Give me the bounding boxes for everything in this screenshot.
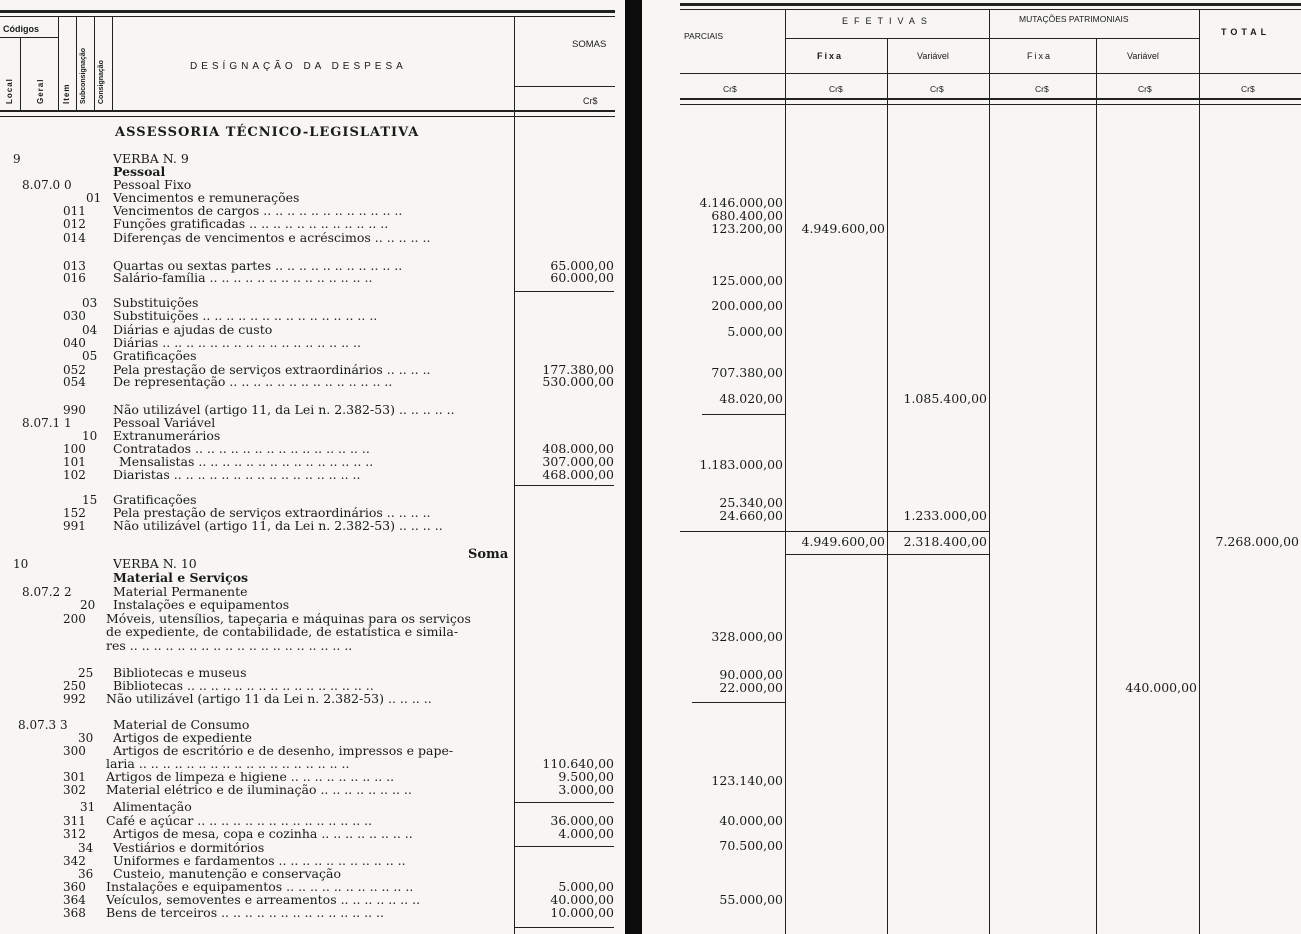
amount-parciais: 25.340,00 [719, 495, 783, 510]
row-description: Substituições [113, 297, 199, 310]
header-rule [0, 37, 58, 38]
col-consignacao-label: Consignação [98, 60, 105, 104]
top-rule [0, 10, 615, 13]
col-item-label: Item [62, 83, 71, 104]
row-description: Custeio, manutenção e conservação [113, 868, 341, 881]
row-code: 368 [63, 906, 86, 920]
row-soma: 60.000,00 [550, 270, 614, 285]
row-description: Não utilizável (artigo 11, da Lei n. 2.382-53) .. .. .. .. .. [113, 404, 455, 417]
amount-parciais: 125.000,00 [711, 273, 783, 288]
header-bottom-rule [0, 110, 615, 112]
codigos-label: Códigos [3, 24, 39, 34]
top-rule-thin [680, 9, 1301, 10]
row-description: Material de Consumo [113, 719, 250, 732]
subtotal-rule [514, 846, 614, 847]
subtotal-rule [680, 531, 786, 532]
amount-ef-var: 1.085.400,00 [903, 391, 987, 406]
subtotal-rule [692, 702, 786, 703]
row-code: 8.07.1 1 [22, 416, 72, 430]
amount-parciais: 5.000,00 [727, 324, 783, 339]
amount-ef-var: 2.318.400,00 [903, 534, 987, 549]
header-rule [680, 73, 1301, 74]
row-description: res .. .. .. .. .. .. .. .. .. .. .. .. .. .. .. .. .. .. .. [106, 640, 353, 653]
row-code: 01 [86, 191, 102, 205]
row-code: 991 [63, 519, 86, 533]
row-code: 102 [63, 468, 86, 482]
row-soma: 307.000,00 [542, 454, 614, 469]
row-code: 014 [63, 231, 86, 245]
amount-parciais: 707.380,00 [711, 365, 783, 380]
mutacoes-variavel-header: Variável [1127, 51, 1159, 61]
row-description: Diaristas .. .. .. .. .. .. .. .. .. .. .. .. .. .. .. .. [113, 469, 361, 482]
row-code: 250 [63, 679, 86, 693]
row-description: Salário-família .. .. .. .. .. .. .. .. .. .. .. .. .. .. [113, 272, 373, 285]
currency-label: Cr$ [1138, 84, 1152, 94]
col-divider [94, 16, 95, 110]
mutacoes-header: MUTAÇÕES PATRIMONIAIS [1019, 14, 1129, 24]
row-soma: 5.000,00 [558, 879, 614, 894]
amount-ef-fixa: 4.949.600,00 [801, 534, 885, 549]
row-description: Diferenças de vencimentos e acréscimos .. .. .. .. .. [113, 232, 431, 245]
row-code: 016 [63, 271, 86, 285]
row-code: 100 [63, 442, 86, 456]
row-soma: 530.000,00 [542, 374, 614, 389]
amount-ef-var: 1.233.000,00 [903, 508, 987, 523]
row-code: 34 [78, 841, 94, 855]
designacao-header: DESÍGNAÇÃO DA DESPESA [190, 61, 407, 72]
amount-parciais: 680.400,00 [711, 208, 783, 223]
row-description: Alimentação [113, 801, 192, 814]
row-code: 302 [63, 783, 86, 797]
row-code: 101 [63, 455, 86, 469]
currency-label: Cr$ [723, 84, 737, 94]
row-soma: 177.380,00 [542, 362, 614, 377]
somas-divider [514, 16, 515, 934]
row-code: 300 [63, 744, 86, 758]
mutacoes-fixa-header: Fixa [1027, 51, 1053, 61]
amount-ef-fixa: 4.949.600,00 [801, 221, 885, 236]
col-geral-label: Geral [36, 78, 45, 104]
amount-parciais: 1.183.000,00 [699, 457, 783, 472]
subtotal-rule [702, 414, 786, 415]
row-description: Bibliotecas .. .. .. .. .. .. .. .. .. .. .. .. .. .. .. .. [113, 680, 374, 693]
row-code: 03 [82, 296, 98, 310]
row-code: 360 [63, 880, 86, 894]
top-rule-thin [0, 16, 615, 17]
header-bottom-rule [680, 98, 1301, 100]
col-divider [58, 16, 59, 110]
row-description: Substituições .. .. .. .. .. .. .. .. .. .. .. .. .. .. .. [113, 310, 378, 323]
total-header: TOTAL [1221, 27, 1271, 37]
subtotal-rule [785, 554, 989, 555]
row-soma: 408.000,00 [542, 441, 614, 456]
row-description: Material elétrico e de iluminação .. .. .. .. .. .. .. .. [106, 784, 412, 797]
subtotal-rule [514, 927, 614, 928]
row-description: Vencimentos de cargos .. .. .. .. .. .. .. .. .. .. .. .. [113, 205, 403, 218]
row-code: 36 [78, 867, 94, 881]
row-description: de expediente, de contabilidade, de estatística e simila- [106, 626, 459, 639]
row-description: Material e Serviços [113, 572, 249, 585]
row-code: 8.07.3 3 [18, 718, 68, 732]
col-divider [20, 37, 21, 110]
row-description: Pessoal Variável [113, 417, 216, 430]
col-divider [1199, 9, 1200, 934]
row-description: Vencimentos e remunerações [113, 192, 300, 205]
efetivas-header: EFETIVAS [842, 16, 933, 26]
row-code: 8.07.2 2 [22, 585, 72, 599]
row-description: Pela prestação de serviços extraordinários .. .. .. .. [113, 364, 431, 377]
row-code: 31 [80, 800, 96, 814]
row-soma: 36.000,00 [550, 813, 614, 828]
row-description: Bibliotecas e museus [113, 667, 247, 680]
amount-parciais: 70.500,00 [719, 838, 783, 853]
efetivas-fixa-header: Fixa [817, 51, 844, 61]
row-code: 05 [82, 349, 98, 363]
efetivas-variavel-header: Variável [917, 51, 949, 61]
subtotal-rule [785, 531, 989, 532]
row-code: 10 [82, 429, 98, 443]
row-description: Não utilizável (artigo 11 da Lei n. 2.382-53) .. .. .. .. [106, 693, 432, 706]
row-description: Móveis, utensílios, tapeçaria e máquinas para os serviços [106, 613, 471, 626]
somas-header-rule [514, 86, 615, 87]
row-code: 012 [63, 217, 86, 231]
row-description: Material Permanente [113, 586, 248, 599]
row-description: Artigos de expediente [113, 732, 253, 745]
row-description: Artigos de limpeza e higiene .. .. .. .. .. .. .. .. .. [106, 771, 395, 784]
row-code: 011 [63, 204, 86, 218]
row-soma: 65.000,00 [550, 258, 614, 273]
row-soma: 9.500,00 [558, 769, 614, 784]
currency-label: Cr$ [829, 84, 843, 94]
row-soma: 4.000,00 [558, 826, 614, 841]
row-code: 040 [63, 336, 86, 350]
header-bottom-rule-thin [680, 104, 1301, 105]
parciais-header: PARCIAIS [684, 31, 724, 41]
top-rule [680, 3, 1301, 6]
row-code: 10 [13, 557, 29, 571]
row-description: VERBA N. 9 [113, 153, 189, 166]
row-description: Não utilizável (artigo 11, da Lei n. 2.382-53) .. .. .. .. [113, 520, 443, 533]
row-description: De representação .. .. .. .. .. .. .. .. .. .. .. .. .. .. [113, 376, 393, 389]
row-description: Veículos, semoventes e arreamentos .. .. .. .. .. .. .. [106, 894, 421, 907]
row-description: Diárias e ajudas de custo [113, 324, 273, 337]
amount-parciais: 123.140,00 [711, 773, 783, 788]
subtotal-rule [514, 485, 614, 486]
row-code: 312 [63, 827, 86, 841]
amount-total: 7.268.000,00 [1215, 534, 1299, 549]
row-soma: 110.640,00 [542, 756, 614, 771]
row-soma: 3.000,00 [558, 782, 614, 797]
amount-parciais: 24.660,00 [719, 508, 783, 523]
row-description: VERBA N. 10 [113, 558, 197, 571]
row-description: Pessoal [113, 166, 166, 179]
amount-parciais: 40.000,00 [719, 813, 783, 828]
amount-parciais: 200.000,00 [711, 298, 783, 313]
col-divider [989, 9, 990, 934]
row-code: 15 [82, 493, 98, 507]
row-code: 311 [63, 814, 86, 828]
col-divider [785, 9, 786, 934]
efetivas-split-rule [785, 38, 1200, 39]
row-code: 990 [63, 403, 86, 417]
row-code: 301 [63, 770, 86, 784]
amount-parciais: 4.146.000,00 [699, 195, 783, 210]
row-code: 8.07.0 0 [22, 178, 72, 192]
row-code: 992 [63, 692, 86, 706]
row-code: 364 [63, 893, 86, 907]
row-description: Extranumerários [113, 430, 221, 443]
row-code: 052 [63, 363, 86, 377]
row-description: Gratificações [113, 494, 197, 507]
row-soma: 40.000,00 [550, 892, 614, 907]
row-description: Bens de terceiros .. .. .. .. .. .. .. .. .. .. .. .. .. .. [106, 907, 384, 920]
amount-parciais: 328.000,00 [711, 629, 783, 644]
amount-parciais: 55.000,00 [719, 892, 783, 907]
row-code: 20 [80, 598, 96, 612]
row-code: 342 [63, 854, 86, 868]
subtotal-rule [514, 291, 614, 292]
currency-label: Cr$ [1241, 84, 1255, 94]
row-code: 30 [78, 731, 94, 745]
row-description: Uniformes e fardamentos .. .. .. .. .. .. .. .. .. .. .. [113, 855, 406, 868]
row-code: 030 [63, 309, 86, 323]
row-description: Pela prestação de serviços extraordinários .. .. .. .. [113, 507, 431, 520]
row-code: 25 [78, 666, 94, 680]
row-description: Pessoal Fixo [113, 179, 192, 192]
row-code: 9 [13, 152, 21, 166]
row-description: Vestiários e dormitórios [113, 842, 265, 855]
row-code: 200 [63, 612, 86, 626]
col-subconsignacao-label: Subconsignação [80, 47, 87, 104]
col-divider [76, 16, 77, 110]
amount-parciais: 22.000,00 [719, 680, 783, 695]
row-code: 04 [82, 323, 98, 337]
somas-currency: Cr$ [583, 96, 598, 106]
row-description: Funções gratificadas .. .. .. .. .. .. .. .. .. .. .. .. [113, 218, 389, 231]
currency-label: Cr$ [1035, 84, 1049, 94]
row-code: 013 [63, 259, 86, 273]
soma-label: Soma [468, 547, 509, 562]
col-divider [887, 38, 888, 934]
row-description: Instalações e equipamentos [113, 599, 290, 612]
amount-parciais: 48.020,00 [719, 391, 783, 406]
row-description: Contratados .. .. .. .. .. .. .. .. .. .. .. .. .. .. .. [113, 443, 370, 456]
row-description: Diárias .. .. .. .. .. .. .. .. .. .. .. .. .. .. .. .. .. [113, 337, 361, 350]
subtotal-rule [514, 802, 614, 803]
row-soma: 10.000,00 [550, 905, 614, 920]
row-description: Mensalistas .. .. .. .. .. .. .. .. .. .. .. .. .. .. .. [119, 456, 374, 469]
amount-parciais: 123.200,00 [711, 221, 783, 236]
row-description: laria .. .. .. .. .. .. .. .. .. .. .. .. .. .. .. .. .. .. [106, 758, 350, 771]
section-title: ASSESSORIA TÉCNICO-LEGISLATIVA [115, 125, 420, 140]
col-divider [112, 16, 113, 110]
header-bottom-rule-thin [0, 116, 615, 117]
row-description: Café e açúcar .. .. .. .. .. .. .. .. .. .. .. .. .. .. .. [106, 815, 373, 828]
row-soma: 468.000,00 [542, 467, 614, 482]
row-description: Artigos de mesa, copa e cozinha .. .. .. .. .. .. .. .. [113, 828, 413, 841]
currency-label: Cr$ [930, 84, 944, 94]
row-code: 054 [63, 375, 86, 389]
row-description: Instalações e equipamentos .. .. .. .. .. .. .. .. .. .. .. [106, 881, 414, 894]
row-description: Quartas ou sextas partes .. .. .. .. .. .. .. .. .. .. .. [113, 260, 403, 273]
row-description: Gratificações [113, 350, 197, 363]
somas-header: SOMAS [572, 39, 607, 50]
amount-mut-var: 440.000,00 [1125, 680, 1197, 695]
row-code: 152 [63, 506, 86, 520]
row-description: Artigos de escritório e de desenho, impressos e pape- [113, 745, 454, 758]
page-gutter [625, 0, 642, 934]
col-divider [1096, 38, 1097, 934]
col-local-label: Local [5, 78, 14, 104]
amount-parciais: 90.000,00 [719, 667, 783, 682]
